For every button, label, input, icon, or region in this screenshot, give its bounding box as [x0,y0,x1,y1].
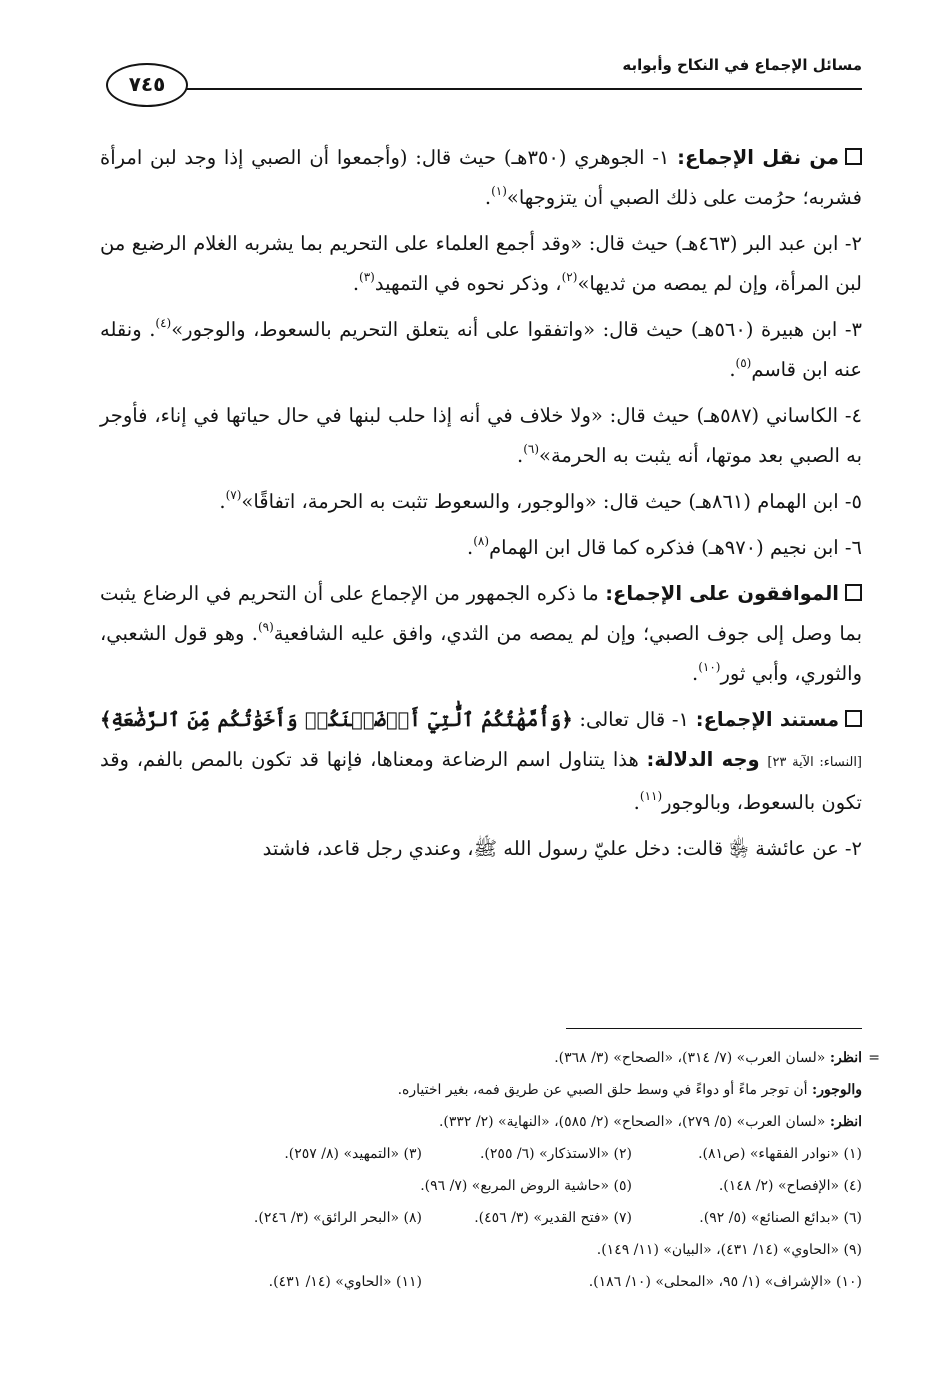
verse-reference: [النساء: الآية ٢٣] [767,755,863,770]
footnote-row [100,1202,862,1234]
main-text [100,138,862,875]
footnotes [100,1042,880,1298]
header-rule [186,88,862,90]
paragraph-agreeing [100,574,862,694]
footnote-item: (٢) «الاستذكار» (٦/ ٢٥٥). [479,1146,632,1162]
footnote-ref[interactable]: (٧) [225,488,242,502]
footnote-row [100,1234,862,1266]
punctuation: . [691,662,699,685]
footnote-ref[interactable]: (١) [491,184,507,198]
running-header-title: مسائل الإجماع في النكاح وأبوابه [622,56,862,74]
punctuation: . [467,536,474,559]
footnote-item: (٣) «التمهيد» (٨/ ٢٥٧). [284,1146,422,1162]
paragraph-text: ٤- الكاساني (٥٨٧هـ) حيث قال: «ولا خلاف في أنه إذا حلب لبنها في حال حياتها في إناء، فأوجر به الصبي بعد موتها، أنه يثبت به الحرمة» [100,404,863,467]
footnote-item: (٨) «البحر الرائق» (٣/ ٢٤٦). [253,1210,422,1226]
paragraph-item-5 [100,482,862,522]
footnote-item: (٤) «الإفصاح» (٢/ ١٤٨). [718,1178,862,1194]
section-label: من نقل الإجماع: [677,146,840,169]
footnote-ref[interactable]: (٨) [473,534,490,548]
paragraph-text: ٢- عن عائشة ﵂ قالت: دخل عليّ رسول الله ﷺ، وعندي رجل قاعد، فاشتد [262,837,862,860]
punctuation: . [219,490,226,513]
footnote-ref[interactable]: (٤) [155,316,172,330]
paragraph-item-hadith [100,829,862,869]
paragraph-text: ٢- ابن عبد البر (٤٦٣هـ) حيث قال: «وقد أجمع العلماء على التحريم بما يشربه الغلام الرضيع من لبن المرأة، وإن لم يمصه من ثديها» [100,232,862,295]
footnote-text: أن توجر ماءً أو دواءً في وسط حلق الصبي عن طريق فمه، بغير اختياره. [397,1082,813,1098]
footnote-item: (٦) «بدائع الصنائع» (٥/ ٩٢). [699,1210,862,1226]
section-label: الموافقون على الإجماع: [605,582,839,605]
section-label: وجه الدلالة: [646,748,760,771]
paragraph-transmitters [100,138,862,218]
paragraph-text: ، وذكر نحوه في التمهيد [374,272,562,295]
paragraph-text: ٦- ابن نجيم (٩٧٠هـ) فذكره كما قال ابن الهمام [489,536,862,559]
paragraph-text: ١- الجوهري (٣٥٠هـ) حيث قال: (وأجمعوا أن الصبي إذا وجد لبن امرأة فشربه؛ حرُمت على ذلك الصبي أن يتزوجها» [100,146,862,209]
footnote-ref[interactable]: (١١) [639,789,663,803]
footnote-ref[interactable]: (٢) [561,270,578,284]
footnote-item: (١) «نوادر الفقهاء» (ص٨١). [698,1146,862,1162]
footnote-continuation [100,1074,862,1106]
paragraph-text: ٣- ابن هبيرة (٥٦٠هـ) حيث قال: «واتفقوا على أنه يتعلق التحريم بالسعوط، والوجور» [171,318,863,341]
square-bullet-icon [845,148,862,165]
footnote-item: (١١) «الحاوي» (١٤/ ٤٣١). [268,1274,422,1290]
footnote-continuation [100,1042,880,1074]
footnote-item [100,1170,422,1202]
paragraph-item-3 [100,310,862,390]
footnote-ref[interactable]: (٦) [523,442,540,456]
footnote-label: انظر: [829,1050,862,1066]
paragraph-text: ما ذكره الجمهور من الإجماع على أن التحريم في الرضاع يثبت بما وصل إلى جوف الصبي؛ وإن لم يمصه من الثدي، وافق عليه الشافعية [100,582,862,645]
paragraph-text: هذا يتناول اسم الرضاعة ومعناها، فإنها قد تكون بالمص بالفم، وقد تكون بالسعوط، وبالوجور [100,748,862,814]
paragraph-text: . وهو قول الشعبي، والثوري، وأبي ثور [100,622,862,685]
footnote-ref[interactable]: (٥) [735,356,752,370]
footnote-item: (٩) «الحاوي» (١٤/ ٤٣١)، «البيان» (١١/ ١٤٩). [596,1242,862,1258]
paragraph-item-2 [100,224,862,304]
punctuation: . [729,358,736,381]
continuation-marker: = [868,1050,880,1066]
footnote-ref[interactable]: (١٠) [698,660,721,674]
punctuation: . [516,444,524,467]
footnote-ref[interactable]: (٣) [359,270,375,284]
footnote-text: «لسان العرب» (٧/ ٣١٤)، «الصحاح» (٣/ ٣٦٨). [554,1050,830,1066]
footnote-row [100,1138,862,1170]
square-bullet-icon [845,584,862,601]
section-label: مستند الإجماع: [695,708,840,731]
footnote-ref[interactable]: (٩) [257,620,274,634]
paragraph-item-4 [100,396,862,476]
footnote-rule [566,1028,862,1029]
square-bullet-icon [845,710,862,727]
footnote-row [100,1266,862,1298]
footnote-label: انظر: [829,1114,862,1130]
paragraph-text: ٥- ابن الهمام (٨٦١هـ) حيث قال: «والوجور، والسعوط تثبت به الحرمة، اتفاقًا» [241,490,862,513]
footnote-item: (١٠) «الإشراف» (١/ ٩٥، «المحلى» (١٠/ ١٨٦). [588,1274,862,1290]
footnote-item: (٥) «حاشية الروض المربع» (٧/ ٩٦). [420,1178,632,1194]
punctuation: . [352,272,360,295]
footnote-label: والوجور: [812,1082,862,1098]
punctuation: . [633,791,640,814]
footnote-text: «لسان العرب» (٥/ ٢٧٩)، «الصحاح» (٢/ ٥٨٥)، «النهاية» (٢/ ٣٣٢). [438,1114,830,1130]
paragraph-item-6 [100,528,862,568]
footnote-row [100,1170,862,1202]
paragraph-text: . ونقله عنه ابن قاسم [100,318,862,381]
punctuation: . [484,186,492,209]
paragraph-basis [100,700,862,823]
paragraph-text: ١- قال تعالى: [572,708,696,731]
quran-verse: ﴿وَأُمَّهَٰتُكُمُ ٱلَّٰتِيٓ أَرۡضَعۡنَكُمۡ وَأَخَوَٰتُكُم مِّنَ ٱلرَّضَٰعَةِ﴾ [100,708,573,731]
footnote-item: (٧) «فتح القدير» (٣/ ٤٥٦). [474,1210,632,1226]
page-number-badge: ٧٤٥ [106,63,188,107]
footnote-continuation [100,1106,862,1138]
